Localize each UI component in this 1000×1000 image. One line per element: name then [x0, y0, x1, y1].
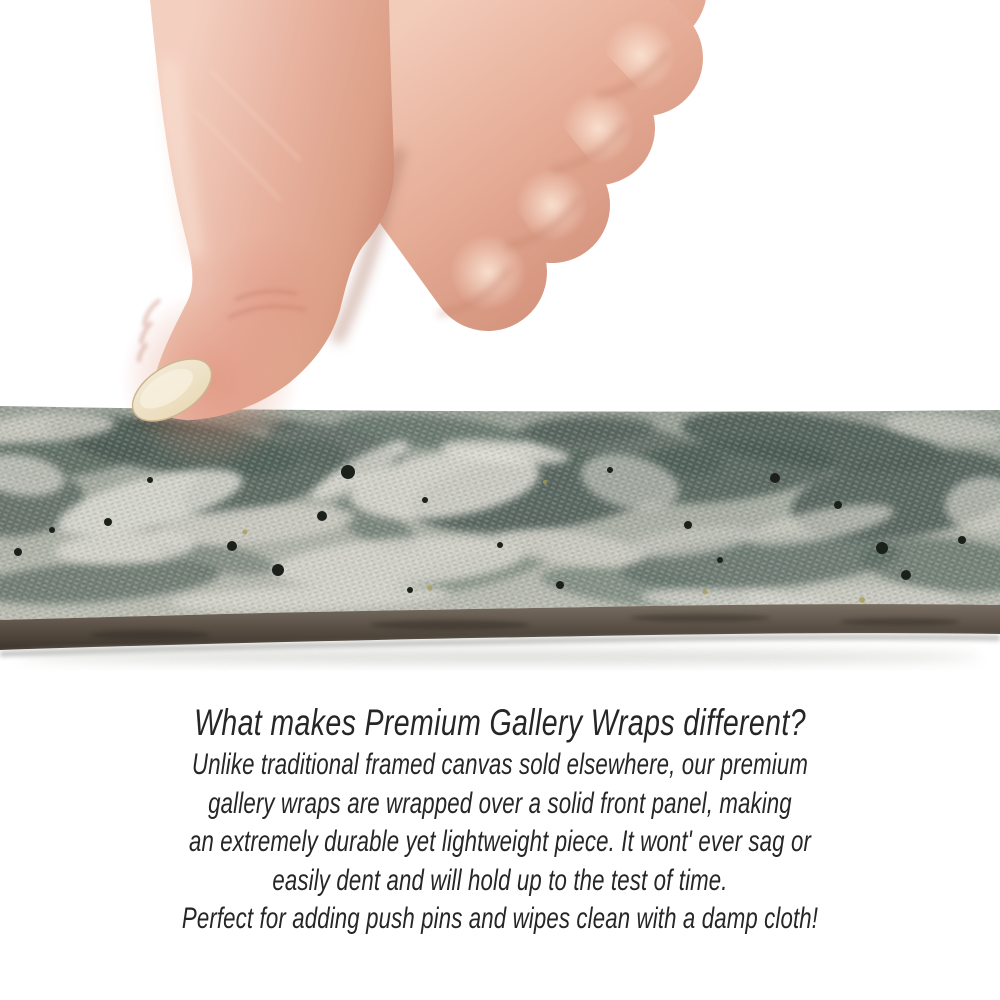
description-block	[0, 699, 1000, 939]
description-heading: What makes Premium Gallery Wraps different?	[194, 702, 806, 743]
hand-photo	[120, 0, 723, 470]
description-line-2: gallery wraps are wrapped over a solid front panel, making	[208, 786, 792, 820]
description-line-3: an extremely durable yet lightweight piece. It wont' ever sag or	[188, 825, 812, 859]
description-line-1: Unlike traditional framed canvas sold elsewhere, our premium	[192, 748, 808, 781]
description-line-4: easily dent and will hold up to the test of time.	[272, 863, 728, 897]
description-line-5: Perfect for adding push pins and wipes clean with a damp cloth!	[181, 902, 819, 936]
thumb	[120, 0, 394, 470]
